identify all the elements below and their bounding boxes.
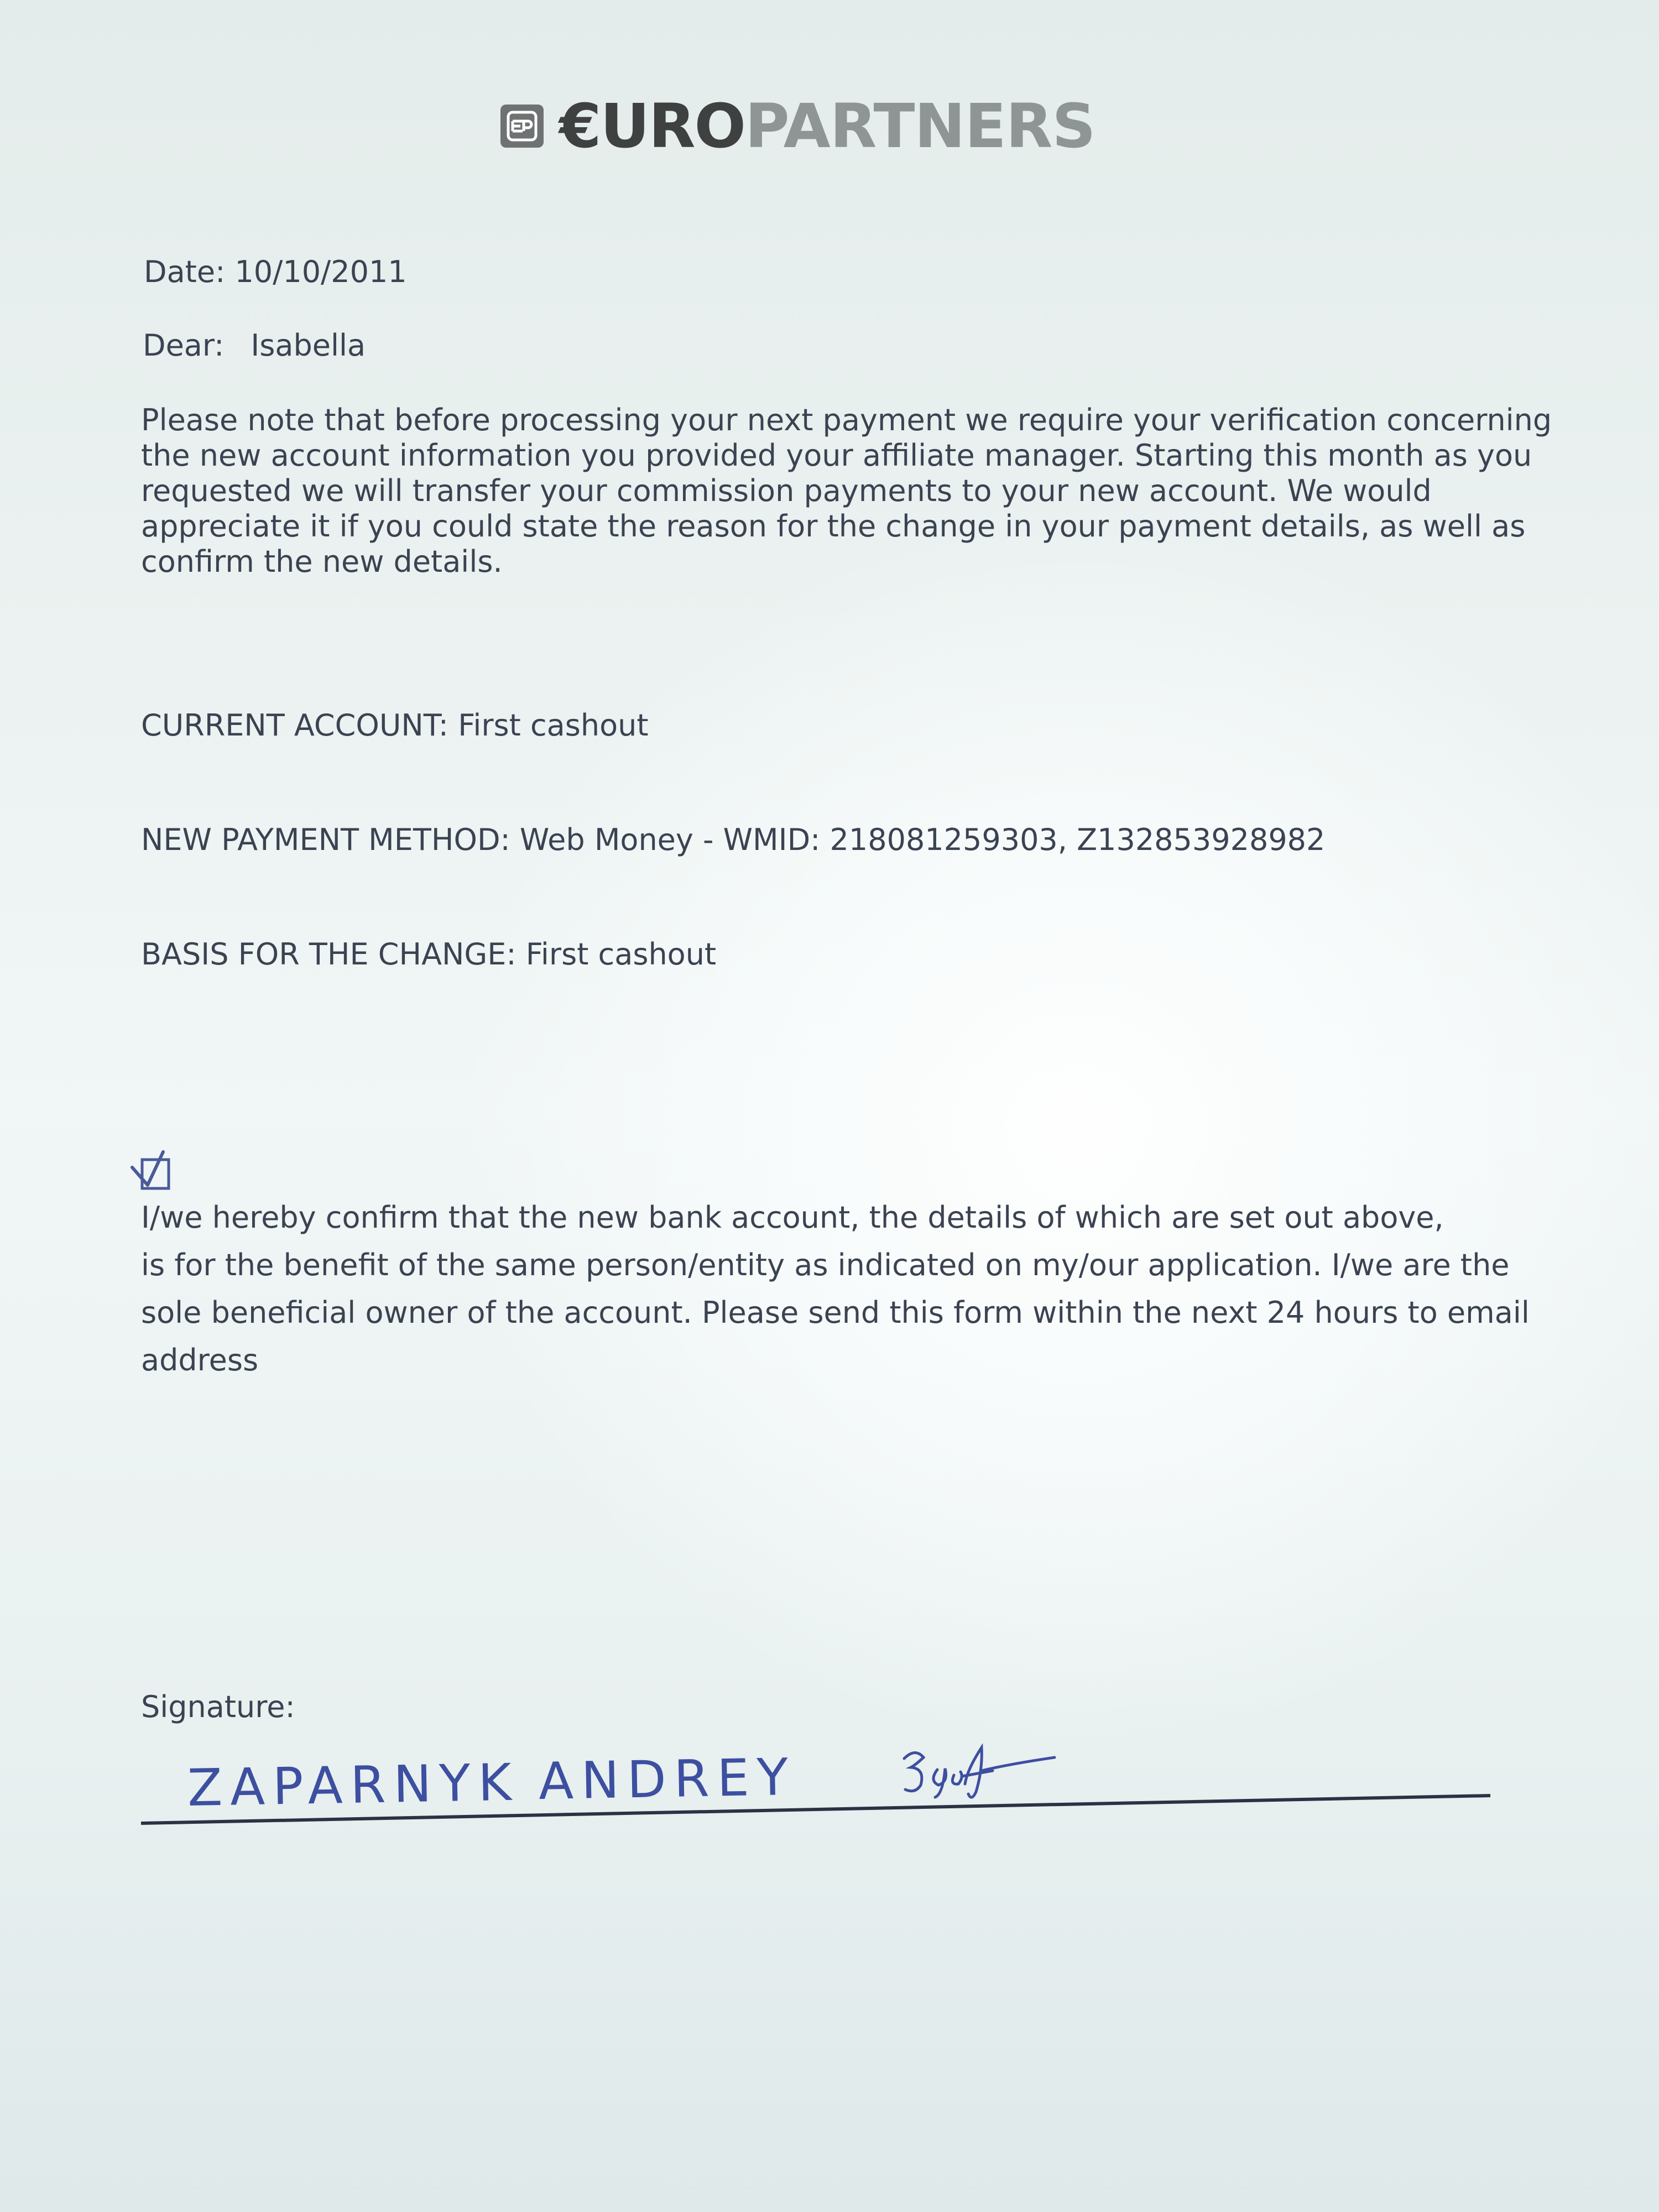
salutation <box>143 328 366 364</box>
date-value: 10/10/2011 <box>234 254 407 289</box>
body-line: Please note that before processing your next payment we require your verification concerning <box>141 403 1552 437</box>
confirmation-line: address <box>141 1343 259 1378</box>
body-line: the new account information you provided your affiliate manager. Starting this month as you <box>141 438 1532 473</box>
basis-value: First cashout <box>525 937 717 972</box>
basis-for-change-field <box>141 937 716 973</box>
body-line: requested we will transfer your commission payments to your new account. We would <box>141 473 1432 508</box>
dear-label: Dear: <box>143 328 225 363</box>
basis-label: BASIS FOR THE CHANGE: <box>141 937 517 972</box>
current-account-label: CURRENT ACCOUNT: <box>141 708 449 743</box>
checkmark-icon <box>135 1155 171 1191</box>
confirmation-line: is for the benefit of the same person/entity as indicated on my/our application. I/we are the <box>141 1248 1510 1282</box>
new-payment-method-field <box>141 822 1325 858</box>
current-account-value: First cashout <box>458 708 649 743</box>
handwritten-first-name: ANDREY <box>538 1747 796 1811</box>
logo-text-euro: €URO <box>559 91 745 161</box>
confirmation-line-1 <box>141 1159 1468 1241</box>
confirmation-line: sole beneficial owner of the account. Please send this form within the next 24 hours to email <box>141 1295 1530 1330</box>
date-label: Date: <box>144 254 226 289</box>
confirmation-text: I/we hereby confirm that the new bank account, the details of which are set out above, <box>141 1200 1444 1235</box>
signature-label: Signature: <box>141 1689 295 1724</box>
confirmation-statement <box>141 1159 1530 1384</box>
current-account-field <box>141 708 649 744</box>
date-line <box>144 254 407 290</box>
handwritten-surname: ZAPARNYK <box>187 1752 520 1818</box>
body-line: appreciate it if you could state the reason for the change in your payment details, as well as <box>141 509 1526 544</box>
body-line: confirm the new details. <box>141 544 503 579</box>
europartners-logo <box>500 93 1095 159</box>
confirm-checkbox[interactable] <box>135 1155 171 1191</box>
ep-monogram-icon <box>500 105 544 148</box>
recipient-name: Isabella <box>251 328 366 363</box>
new-payment-value: Web Money - WMID: 218081259303, Z132853928982 <box>519 822 1326 857</box>
letter-body <box>141 403 1552 580</box>
signature-underline <box>138 1789 1493 1833</box>
logo-text-partners: PARTNERS <box>745 91 1095 161</box>
new-payment-label: NEW PAYMENT METHOD: <box>141 822 510 857</box>
